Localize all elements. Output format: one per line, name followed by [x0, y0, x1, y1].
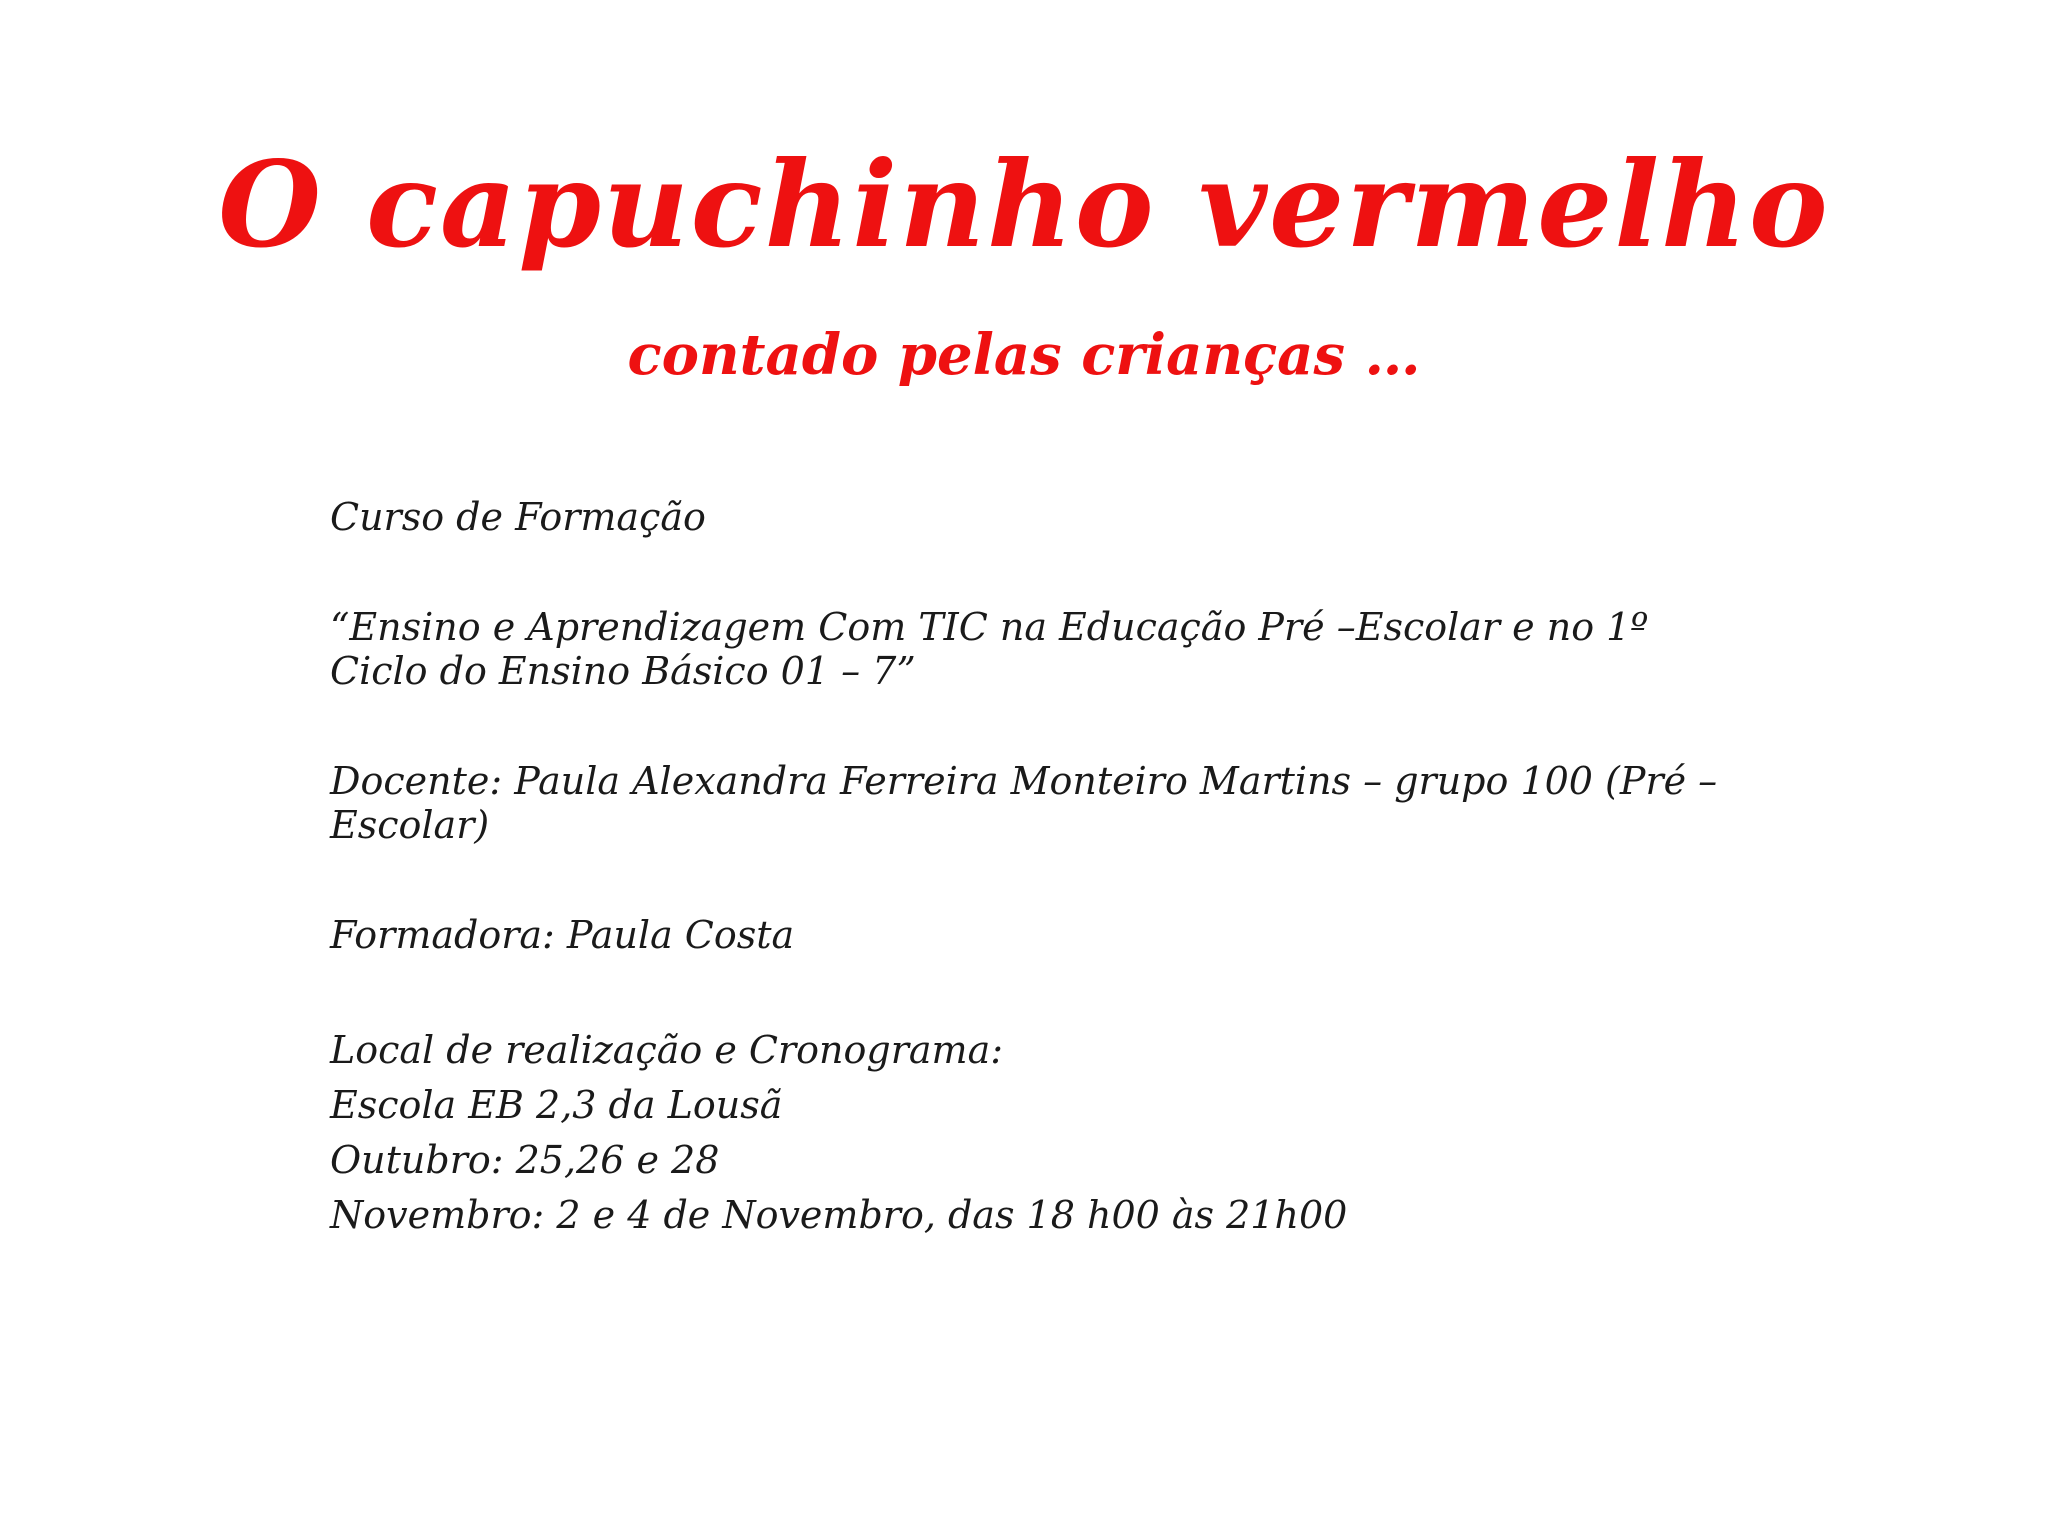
course-label: Curso de Formação [330, 495, 706, 539]
local-october: Outubro: 25,26 e 28 [330, 1138, 720, 1182]
slide-subtitle: contado pelas crianças … [627, 322, 1421, 388]
formadora-line: Formadora: Paula Costa [330, 913, 795, 957]
local-november: Novembro: 2 e 4 de Novembro, das 18 h00 às 21h00 [330, 1193, 1348, 1237]
local-block [330, 1023, 1750, 1243]
slide-body [330, 495, 1750, 1309]
course-name: “Ensino e Aprendizagem Com TIC na Educação Pré –Escolar e no 1º Ciclo do Ensino Básico 01 – 7” [330, 605, 1649, 693]
local-heading: Local de realização e Cronograma: [330, 1028, 1004, 1072]
docente-line: Docente: Paula Alexandra Ferreira Monteiro Martins – grupo 100 (Pré – Escolar) [330, 759, 1718, 847]
local-school: Escola EB 2,3 da Lousã [330, 1083, 783, 1127]
slide-title: O capuchinho vermelho [218, 135, 1830, 274]
